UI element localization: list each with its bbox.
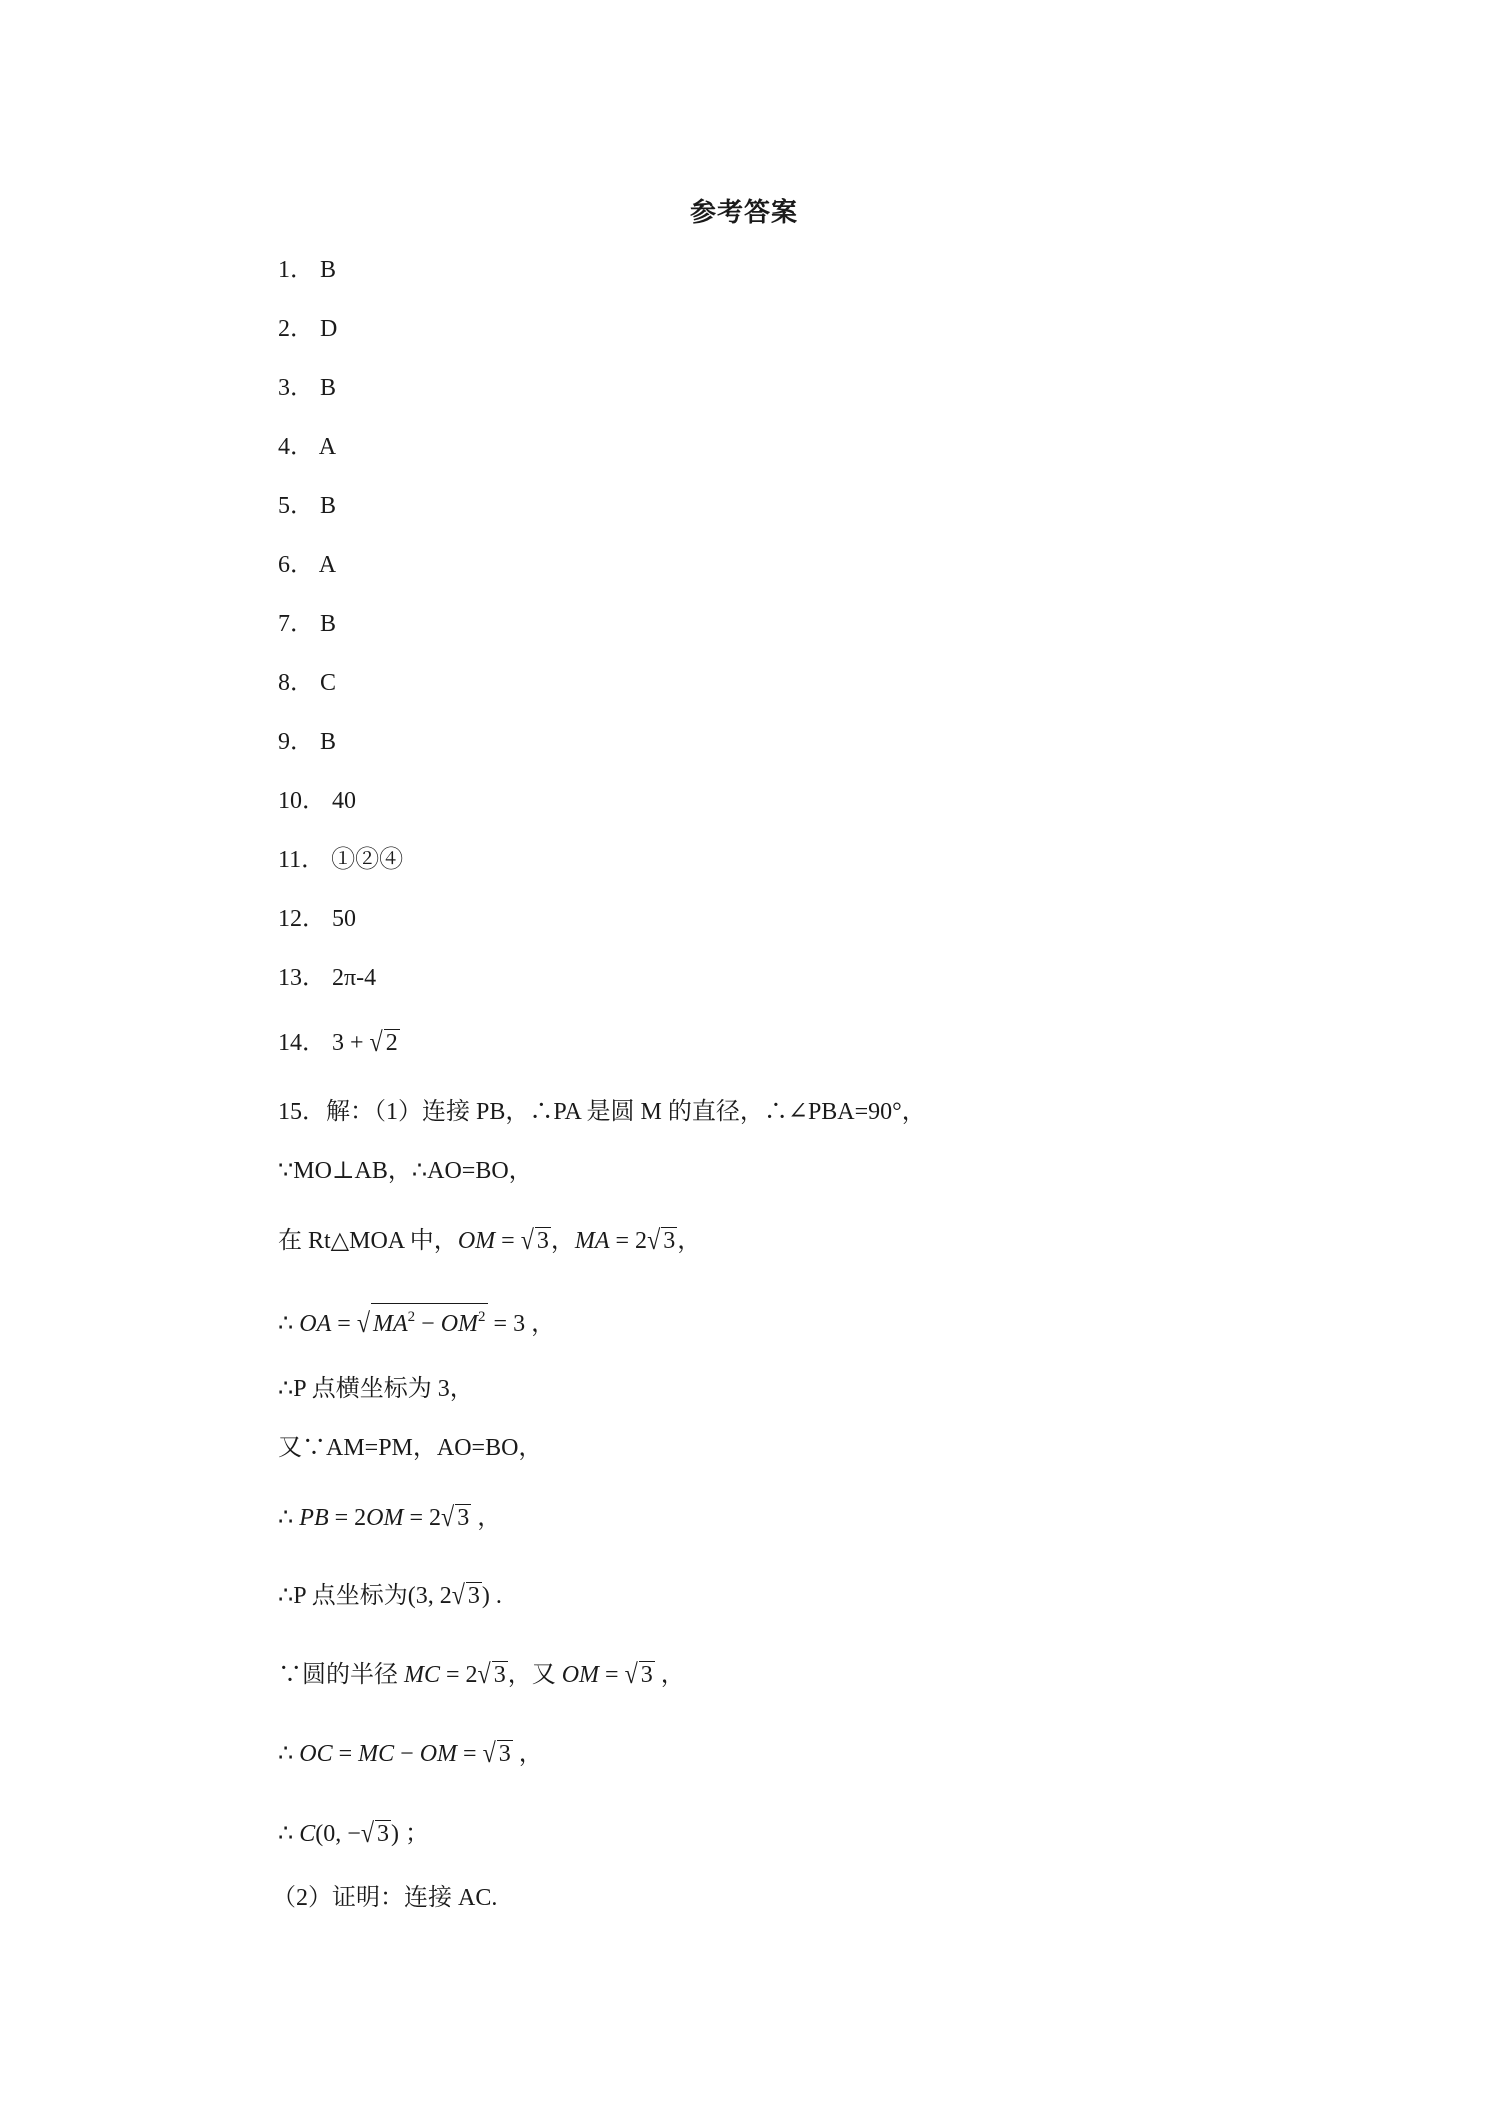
- sqrt-symbol: √ 3: [451, 1581, 480, 1611]
- answer-5: 5． B: [278, 493, 337, 519]
- answer-6: 6． A: [278, 552, 337, 578]
- answer-13: 13． 2π-4: [278, 965, 377, 991]
- sqrt-symbol: √ 2: [369, 1028, 398, 1058]
- q15-line-10: ∴ OC = MC − OM = √ 3 ，: [278, 1739, 543, 1769]
- answer-4: 4． A: [278, 434, 337, 460]
- answer-1: 1． B: [278, 257, 337, 283]
- q15-line-11: ∴ C(0, −√ 3) ；: [278, 1819, 429, 1849]
- sqrt-symbol: √ 3: [482, 1739, 511, 1769]
- q15-line-4: ∴ OA = √ $MA^2 - OM^2 = 3$ ，: [278, 1303, 555, 1340]
- sqrt-symbol: √ 3: [624, 1660, 653, 1690]
- q15-line-2: ∵MO⊥AB，∴AO=BO，: [278, 1158, 533, 1184]
- q15-line-8: ∴P 点坐标为(3, 2√ 3) .: [278, 1581, 502, 1611]
- answer-7: 7． B: [278, 611, 337, 637]
- q15-line-9: ∵圆的半径 MC = 2√ 3，又 OM = √ 3 ，: [278, 1660, 685, 1690]
- page-title: 参考答案: [689, 198, 798, 227]
- q15-line-1: 15．解：（1）连接 PB，∴PA 是圆 M 的直径，∴∠PBA=90°，: [278, 1099, 926, 1125]
- q15-line-12: （2）证明：连接 AC.: [272, 1885, 498, 1911]
- sqrt-symbol: √ 3: [520, 1226, 549, 1256]
- sqrt-symbol: √ 3: [647, 1226, 676, 1256]
- q15-line-3: 在 Rt△MOA 中，OM = √ 3，MA = 2√ 3，: [278, 1226, 702, 1256]
- sqrt-symbol: √ $MA^2 - OM^2$: [357, 1303, 488, 1340]
- q15-line-7: ∴ PB = 2OM = 2√ 3 ，: [278, 1503, 502, 1533]
- q15-line-5: ∴P 点横坐标为 3，: [278, 1376, 474, 1402]
- answer-11: 11． ①②④: [278, 847, 404, 873]
- sqrt-symbol: √ 3: [441, 1503, 470, 1533]
- sqrt-symbol: √ 3: [360, 1819, 389, 1849]
- answer-8: 8． C: [278, 670, 337, 696]
- answer-14: 14． 3 + √ 2: [278, 1028, 398, 1058]
- answer-3: 3． B: [278, 375, 337, 401]
- q15-line-6: 又∵AM=PM，AO=BO，: [278, 1435, 543, 1461]
- answer-10: 10． 40: [278, 788, 356, 814]
- sqrt-symbol: √ 3: [477, 1660, 506, 1690]
- answer-2: 2． D: [278, 316, 338, 342]
- answer-9: 9． B: [278, 729, 337, 755]
- answer-12: 12． 50: [278, 906, 356, 932]
